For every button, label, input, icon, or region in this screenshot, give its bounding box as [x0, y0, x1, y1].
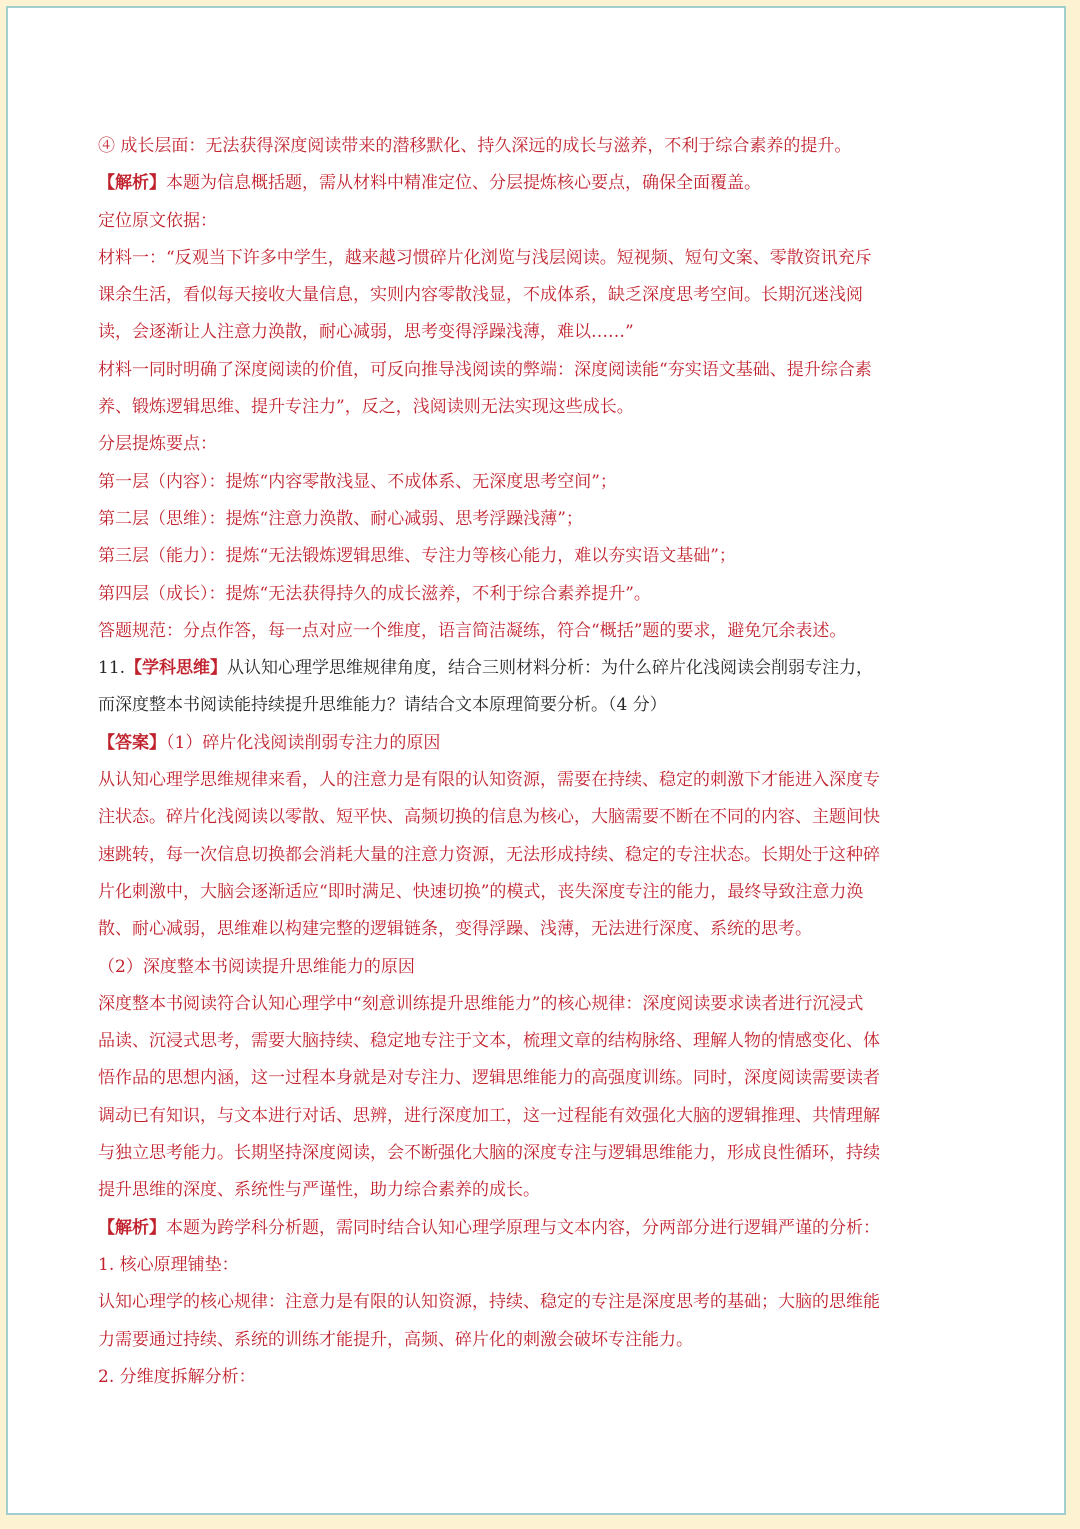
line-text: 与独立思考能力。长期坚持深度阅读，会不断强化大脑的深度专注与逻辑思维能力，形成良性循环，持续: [98, 1143, 880, 1164]
line-text: 品读、沉浸式思考，需要大脑持续、稳定地专注于文本，梳理文章的结构脉络、理解人物的情感变化、体: [98, 1031, 880, 1052]
text-line: [98, 464, 978, 501]
text-line: [98, 986, 978, 1023]
line-text: 课余生活，看似每天接收大量信息，实则内容零散浅显，不成体系，缺乏深度思考空间。长期沉迷浅阅: [98, 285, 863, 306]
text-line: [98, 352, 978, 389]
text-line: [98, 687, 978, 724]
text-line: [98, 240, 978, 277]
line-text: 答题规范：分点作答，每一点对应一个维度，语言简洁凝练，符合“概括”题的要求，避免冗余表述。: [98, 620, 847, 641]
text-line: [98, 1247, 978, 1284]
line-text: 第三层（能力）：提炼“无法锻炼逻辑思维、专注力等核心能力，难以夯实语文基础”；: [98, 546, 736, 567]
line-text: 深度整本书阅读符合认知心理学中“刻意训练提升思维能力”的核心规律：深度阅读要求读者进行沉浸式: [98, 993, 864, 1014]
line-text: 速跳转，每一次信息切换都会消耗大量的注意力资源，无法形成持续、稳定的专注状态。长期处于这种碎: [98, 844, 880, 865]
text-line: [98, 1060, 978, 1097]
text-line: [98, 314, 978, 351]
line-text: 悟作品的思想内涵，这一过程本身就是对专注力、逻辑思维能力的高强度训练。同时，深度阅读需要读者: [98, 1068, 880, 1089]
line-text: （1）碎片化浅阅读削弱专注力的原因: [166, 732, 441, 753]
text-line: [98, 501, 978, 538]
section-tag: 【解析】: [98, 173, 166, 194]
text-line: [98, 1135, 978, 1172]
text-line: [98, 277, 978, 314]
line-text: 片化刺激中，大脑会逐渐适应“即时满足、快速切换”的模式，丧失深度专注的能力，最终导致注意力涣: [98, 881, 864, 902]
text-line: [98, 911, 978, 948]
line-text: 本题为跨学科分析题，需同时结合认知心理学原理与文本内容，分两部分进行逻辑严谨的分析：: [166, 1217, 880, 1238]
section-tag: 【答案】: [98, 732, 166, 753]
line-text: 材料一同时明确了深度阅读的价值，可反向推导浅阅读的弊端：深度阅读能“夯实语文基础、提升综合素: [98, 359, 872, 380]
text-line: [98, 128, 978, 165]
text-line: [98, 949, 978, 986]
text-line: [98, 389, 978, 426]
line-text: 从认知心理学思维规律来看，人的注意力是有限的认知资源，需要在持续、稳定的刺激下才能进入深度专: [98, 770, 880, 791]
line-text: 第一层（内容）：提炼“内容零散浅显、不成体系、无深度思考空间”；: [98, 471, 617, 492]
line-text: 读，会逐渐让人注意力涣散，耐心减弱，思考变得浮躁浅薄，难以……”: [98, 322, 634, 343]
text-line: [98, 576, 978, 613]
line-text: 力需要通过持续、系统的训练才能提升，高频、碎片化的刺激会破坏专注能力。: [98, 1329, 693, 1350]
line-text: 1. 核心原理铺垫：: [98, 1254, 239, 1275]
question-number: 11.: [98, 658, 126, 679]
text-line: [98, 874, 978, 911]
text-line: [98, 426, 978, 463]
line-text: ④ 成长层面：无法获得深度阅读带来的潜移默化、持久深远的成长与滋养，不利于综合素养的提升。: [98, 136, 852, 156]
text-line: [98, 538, 978, 575]
text-line: [98, 799, 978, 836]
text-line: [98, 1359, 978, 1396]
text-line: [98, 1322, 978, 1359]
section-tag: 【学科思维】: [125, 658, 228, 679]
line-text: 而深度整本书阅读能持续提升思维能力？请结合文本原理简要分析。（4 分）: [98, 695, 667, 716]
line-text: 定位原文依据：: [98, 210, 217, 231]
text-line: [98, 1172, 978, 1209]
line-text: （2）深度整本书阅读提升思维能力的原因: [98, 956, 415, 977]
line-text: 材料一：“反观当下许多中学生，越来越习惯碎片化浏览与浅层阅读。短视频、短句文案、零散资讯充斥: [98, 247, 872, 268]
line-text: 第四层（成长）：提炼“无法获得持久的成长滋养，不利于综合素养提升”。: [98, 583, 651, 604]
line-text: 分层提炼要点：: [98, 434, 217, 455]
line-text: 散、耐心减弱，思维难以构建完整的逻辑链条，变得浮躁、浅薄，无法进行深度、系统的思考。: [98, 919, 812, 940]
line-text: 调动已有知识，与文本进行对话、思辨，进行深度加工，这一过程能有效强化大脑的逻辑推理、共情理解: [98, 1105, 880, 1126]
line-text: 认知心理学的核心规律：注意力是有限的认知资源，持续、稳定的专注是深度思考的基础；大脑的思维能: [98, 1292, 880, 1313]
line-text: 养、锻炼逻辑思维、提升专注力”，反之，浅阅读则无法实现这些成长。: [98, 397, 634, 418]
line-text: 提升思维的深度、系统性与严谨性，助力综合素养的成长。: [98, 1180, 540, 1201]
line-text: 2. 分维度拆解分析：: [98, 1366, 256, 1387]
text-line: [98, 650, 978, 687]
text-line: [98, 1098, 978, 1135]
text-line: [98, 762, 978, 799]
line-text: 第二层（思维）：提炼“注意力涣散、耐心减弱、思考浮躁浅薄”；: [98, 508, 583, 529]
line-text: 本题为信息概括题，需从材料中精准定位、分层提炼核心要点，确保全面覆盖。: [166, 173, 761, 194]
line-text: 注状态。碎片化浅阅读以零散、短平快、高频切换的信息为核心，大脑需要不断在不同的内容、主题间快: [98, 807, 880, 828]
text-line: [98, 725, 978, 762]
text-line: [98, 1284, 978, 1321]
text-line: [98, 1023, 978, 1060]
section-tag: 【解析】: [98, 1217, 166, 1238]
text-line: [98, 837, 978, 874]
line-text: 从认知心理学思维规律角度，结合三则材料分析：为什么碎片化浅阅读会削弱专注力，: [227, 658, 874, 679]
document-body: [98, 128, 978, 1396]
text-line: [98, 613, 978, 650]
text-line: [98, 165, 978, 202]
text-line: [98, 1210, 978, 1247]
text-line: [98, 203, 978, 240]
